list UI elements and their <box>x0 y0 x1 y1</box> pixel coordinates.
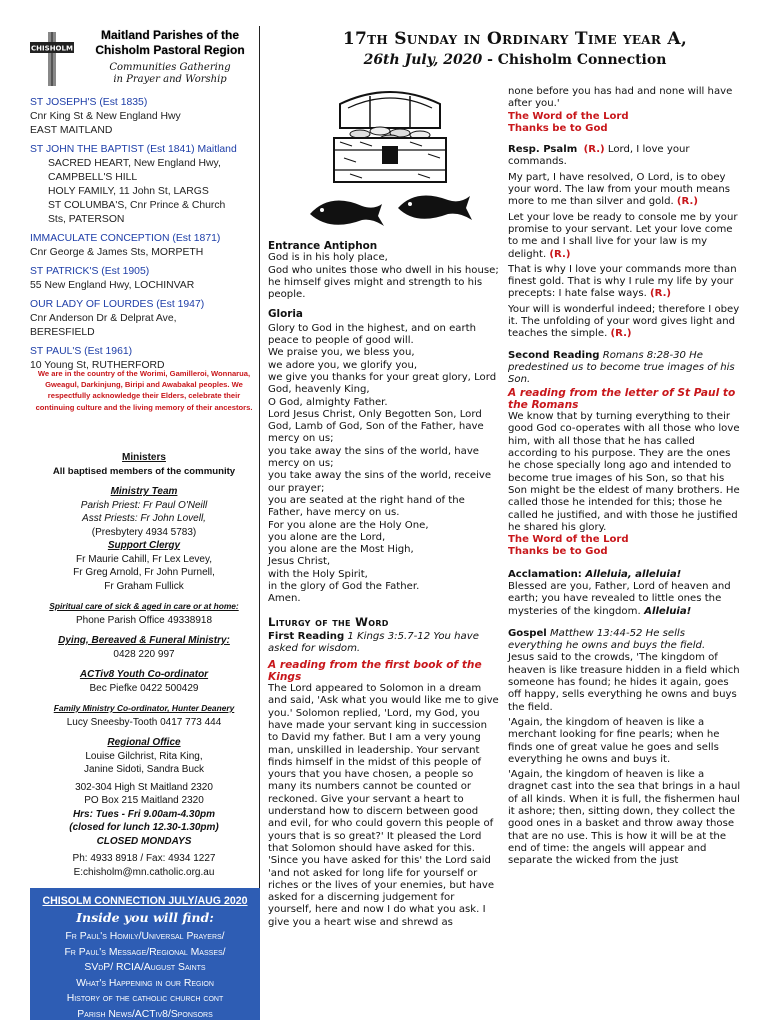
acclamation-alleluia: Alleluia, alleluia! <box>581 568 682 580</box>
parish-name: IMMACULATE CONCEPTION (Est 1871) <box>30 233 221 244</box>
psalm-verse-text: Your will is wonderful indeed; therefore I obey it. The unfolding of your word gives light and teaches the simple. <box>508 303 740 340</box>
office-hours: Hrs: Tues - Fri 9.00am-4.30pm <box>72 808 216 820</box>
second-reading-ref: Romans 8:28-30 He predestined us to become true images of his Son. <box>508 349 735 386</box>
page-title <box>275 28 755 70</box>
first-reading-ref: 1 Kings 3:5.7-12 You have asked for wisdom. <box>268 630 479 655</box>
staff-directory <box>30 451 258 879</box>
issue-date-line <box>275 50 755 70</box>
parish-address: 55 New England Hwy, LOCHINVAR <box>30 280 195 291</box>
family-ministry-coordinator: Lucy Sneesby-Tooth 0417 773 444 <box>66 716 222 728</box>
spiritual-care-heading: Spiritual care of sick & aged in care or at home: <box>49 601 239 611</box>
promo-line: Fr Paul's Homily/Universal Prayers/ <box>65 931 225 942</box>
psalm-response-marker: (R.) <box>549 248 571 260</box>
psalm-verse <box>508 264 742 301</box>
readings-column-1 <box>268 240 500 929</box>
parish-name: OUR LADY OF LOURDES (Est 1947) <box>30 299 205 310</box>
thanks-be-to-god-1: Thanks be to God <box>508 122 608 134</box>
parish-entry <box>30 265 258 293</box>
logo-text: CHISHOLM <box>31 44 73 53</box>
office-phone-fax: Ph: 4933 8918 / Fax: 4934 1227 <box>72 853 216 864</box>
gloria-text: Glory to God in the highest, and on earth peace to people of good will. We praise you, we bless you, we adore you, we glorify you, we give you thanks for your great glory, Lord God, heavenly King, O God, almighty Father. Lord Jesus Christ, Only Begotten Son, Lord God, Lamb of God, Son of the Father, have mercy on us; you take away the sins of the world, have mercy on us; you take away the sins of the world, receive our prayer; you are seated at the right hand of the Father, have mercy on us. For you alone are the Holy One, you alone are the Lord, you alone are the Most High, Jesus Christ, with the Holy Spirit, in the glory of God the Father. Amen. <box>268 322 497 605</box>
office-lunch-hours: (closed for lunch 12.30-1.30pm) <box>69 822 219 833</box>
inside-this-issue-box <box>30 888 260 1020</box>
mass-centre: Sts, PATERSON <box>48 214 125 225</box>
second-reading-label: Second Reading <box>508 349 600 361</box>
mass-centre: ST COLUMBA'S, Cnr Prince & Church <box>48 200 226 211</box>
support-clergy-heading: Support Clergy <box>107 540 181 551</box>
parish-address: EAST MAITLAND <box>30 125 113 136</box>
gospel-paragraph-2: 'Again, the kingdom of heaven is like a merchant looking for fine pearls; when he finds one of great value he goes and sells everything he owns and buys it. <box>508 716 720 765</box>
psalm-verse <box>508 172 742 209</box>
parish-priest: Parish Priest: Fr Paul O'Neill <box>80 499 208 511</box>
office-staff-1: Louise Gilchrist, Rita King, <box>85 750 203 762</box>
acclamation-text <box>508 581 742 618</box>
first-reading-heading <box>268 631 500 656</box>
sunday-title: 17th Sunday in Ordinary Time year A, <box>342 29 688 49</box>
promo-line: Fr Paul's Message/Regional Masses/ <box>64 946 226 958</box>
acclamation-heading <box>508 569 742 581</box>
psalm-verses <box>508 172 742 341</box>
chisholm-cross-logo <box>28 28 76 90</box>
second-reading-intro: A reading from the letter of St Paul to the Romans <box>508 386 736 411</box>
first-reading-text: The Lord appeared to Solomon in a dream and said, 'Ask what you would like me to give you.' Solomon replied, 'Lord, my God, you have made your servant king in succession to David my father. But I am a very young man, unskilled in leadership. Your servant finds himself in the midst of this people of yours that you have chosen, a people so many its numbers cannot be counted or reckoned. Give your servant a heart to understand how to discern between good and evil, for who could govern this people of yours that is so great?' It pleased the Lord that Solomon should have asked for this. 'Since you have asked for this' the Lord said 'and not asked for long life for yourself or riches or the lives of your enemies, but have asked for a discerning judgement for yourself, here and now I do what you ask. I give you a heart wise and shrewd as <box>268 683 499 928</box>
family-ministry-heading: Family Ministry Co-ordinator, Hunter Deanery <box>53 703 235 713</box>
org-line-2: Chisholm Pastoral Region <box>95 43 245 57</box>
psalm-verse <box>508 304 742 341</box>
org-line-1: Maitland Parishes of the <box>100 28 240 42</box>
parish-entry <box>30 298 258 340</box>
issue-name: - Chisholm Connection <box>482 52 667 68</box>
org-name <box>80 28 260 58</box>
regional-office-heading: Regional Office <box>107 737 181 748</box>
funeral-ministry-phone: 0428 220 997 <box>113 648 175 660</box>
parish-name: ST PATRICK'S (Est 1905) <box>30 266 150 277</box>
support-clergy-line-1: Fr Maurie Cahill, Fr Lex Levey, <box>76 553 212 565</box>
office-closed-mondays: CLOSED MONDAYS <box>96 835 192 847</box>
parish-list <box>30 96 258 378</box>
psalm-response-marker: (R.) <box>583 144 605 156</box>
acclamation-end: Alleluia! <box>640 605 692 617</box>
parish-address: 10 Young St, RUTHERFORD <box>30 360 165 371</box>
funeral-ministry-heading: Dying, Bereaved & Funeral Ministry: <box>58 635 230 646</box>
acclamation-label: Acclamation: <box>508 568 582 580</box>
parish-name: ST JOHN THE BAPTIST (Est 1841) Maitland <box>30 144 237 155</box>
word-of-the-lord-1: The Word of the Lord <box>508 110 629 122</box>
psalm-response-marker: (R.) <box>650 288 672 300</box>
gloria-heading: Gloria <box>268 308 303 321</box>
asst-priests: Asst Priests: Fr John Lovell, <box>82 513 206 524</box>
parish-name: ST PAUL'S (Est 1961) <box>30 346 133 357</box>
masthead <box>20 26 251 96</box>
ministers-heading: Ministers <box>122 452 166 463</box>
tagline-line-2: in Prayer and Worship <box>113 74 227 85</box>
parish-entry <box>30 232 258 260</box>
acknowledgement-of-country: We are in the country of the Worimi, Gamilleroi, Wonnarua, Gweagul, Darkinjung, Biripi and Awabakal peoples. We respectfully acknowledge their Elders, celebrate their continuing culture and the living memory of their ancestors. <box>35 369 253 412</box>
gospel-label: Gospel <box>508 627 547 639</box>
ministers-text: All baptised members of the community <box>52 465 236 477</box>
parish-address: Cnr King St & New England Hwy <box>30 111 181 122</box>
promo-title: CHISOLM CONNECTION JULY/AUG 2020 <box>42 895 248 907</box>
liturgy-of-the-word-heading: Liturgy of the Word <box>268 614 389 629</box>
promo-line: What's Happening in our Region <box>76 977 214 989</box>
tagline <box>80 62 260 86</box>
office-address-2: PO Box 215 Maitland 2320 <box>84 795 204 806</box>
youth-coordinator: Bec Piefke 0422 500429 <box>89 682 199 694</box>
psalm-response-marker: (R.) <box>610 328 632 340</box>
psalm-verse-text: My part, I have resolved, O Lord, is to obey your word. The law from your mouth means more to me than silver and gold. <box>508 171 731 208</box>
psalm-verse-text: Let your love be ready to console me by your promise to your servant. Let your love come to me and I shall live for your law is my delight. <box>508 211 738 260</box>
first-reading-continued: none before you has had and none will have after you.' <box>508 86 733 110</box>
psalm-verse <box>508 212 742 261</box>
tagline-line-1: Communities Gathering <box>109 62 231 73</box>
promo-line: Parish News/ACTiv8/Sponsors <box>77 1008 213 1020</box>
thanks-be-to-god-2: Thanks be to God <box>508 546 608 558</box>
second-reading-heading <box>508 350 742 387</box>
promo-lines <box>30 929 260 1022</box>
word-of-the-lord-2: The Word of the Lord <box>508 534 629 546</box>
second-reading-text: We know that by turning everything to their good God co-operates with all those who love him, with all those that he has called according to his purpose. They are the ones he chose specially long ago and intended to become true images of his Son, so that his Son might be the eldest of many brothers. He called those he intended for this; those he called he justified, and with those he justified he shared his glory. <box>508 411 740 533</box>
youth-coordinator-heading: ACTiv8 Youth Co-ordinator <box>79 669 209 680</box>
psalm-response-marker: (R.) <box>676 196 698 208</box>
parish-entry <box>30 96 258 138</box>
sidebar <box>20 26 260 1020</box>
readings-column-2 <box>508 86 742 868</box>
entrance-antiphon-heading: Entrance Antiphon <box>268 240 378 252</box>
first-reading-label: First Reading <box>268 630 345 642</box>
presbytery-phone: (Presbytery 4934 5783) <box>91 526 197 538</box>
parish-entry <box>30 143 258 227</box>
psalm-response: Lord, I love your commands. <box>508 144 690 168</box>
parish-address: Cnr Anderson Dr & Delprat Ave, <box>30 313 177 324</box>
support-clergy-line-3: Fr Graham Fullick <box>104 580 184 592</box>
acclamation-body: Blessed are you, Father, Lord of heaven and earth; you have revealed to little ones the mysteries of the kingdom. <box>508 580 731 617</box>
gospel-ref: Matthew 13:44-52 He sells everything he owns and buys the field. <box>508 627 706 652</box>
ministry-team-heading: Ministry Team <box>110 486 178 497</box>
mass-centre: SACRED HEART, New England Hwy, <box>48 158 221 169</box>
gospel-paragraph-3: 'Again, the kingdom of heaven is like a dragnet cast into the sea that brings in a haul of all kinds. When it is full, the fishermen haul it ashore; then, sitting down, they collect the good ones in a basket and throw away those that are no use. This is how it will be at the end of time: the angels will appear and separate the wicked from the just <box>508 769 741 867</box>
office-email[interactable]: E:chisholm@mn.catholic.org.au <box>73 866 215 878</box>
promo-line: SVdP/ RCIA/August Saints <box>84 962 206 973</box>
psalm-heading <box>508 144 742 169</box>
promo-subtitle: Inside you will find: <box>76 910 214 925</box>
parish-name: ST JOSEPH'S (Est 1835) <box>30 97 148 108</box>
mass-centre: HOLY FAMILY, 11 John St, LARGS <box>48 186 209 197</box>
spiritual-care-phone: Phone Parish Office 49338918 <box>75 614 213 626</box>
office-address-1: 302-304 High St Maitland 2320 <box>75 781 213 793</box>
issue-date: 26th July, 2020 <box>363 52 483 68</box>
office-staff-2: Janine Sidoti, Sandra Buck <box>83 764 205 775</box>
entrance-antiphon-text: God is in his holy place, God who unites those who dwell in his house; he himself gives might and strength to his people. <box>268 252 499 301</box>
mass-centre: CAMPBELL'S HILL <box>48 172 138 183</box>
promo-line: History of the catholic church cont <box>66 993 224 1004</box>
first-reading-intro: A reading from the first book of the Kings <box>268 658 482 683</box>
parish-address: Cnr George & James Sts, MORPETH <box>30 247 204 258</box>
parish-address: BERESFIELD <box>30 327 95 338</box>
treasure-chest-fish-illustration <box>300 84 480 234</box>
support-clergy-line-2: Fr Greg Arnold, Fr John Purnell, <box>73 567 215 578</box>
gospel-paragraph-1: Jesus said to the crowds, 'The kingdom of heaven is like treasure hidden in a field which someone has found; he hides it again, goes off happy, sells everything he owns and buys the field. <box>508 652 740 713</box>
psalm-verse-text: That is why I love your commands more than finest gold. That is why I rule my life by your precepts: I hate false ways. <box>508 263 737 300</box>
psalm-label: Resp. Psalm <box>508 144 578 156</box>
gospel-heading <box>508 628 742 653</box>
